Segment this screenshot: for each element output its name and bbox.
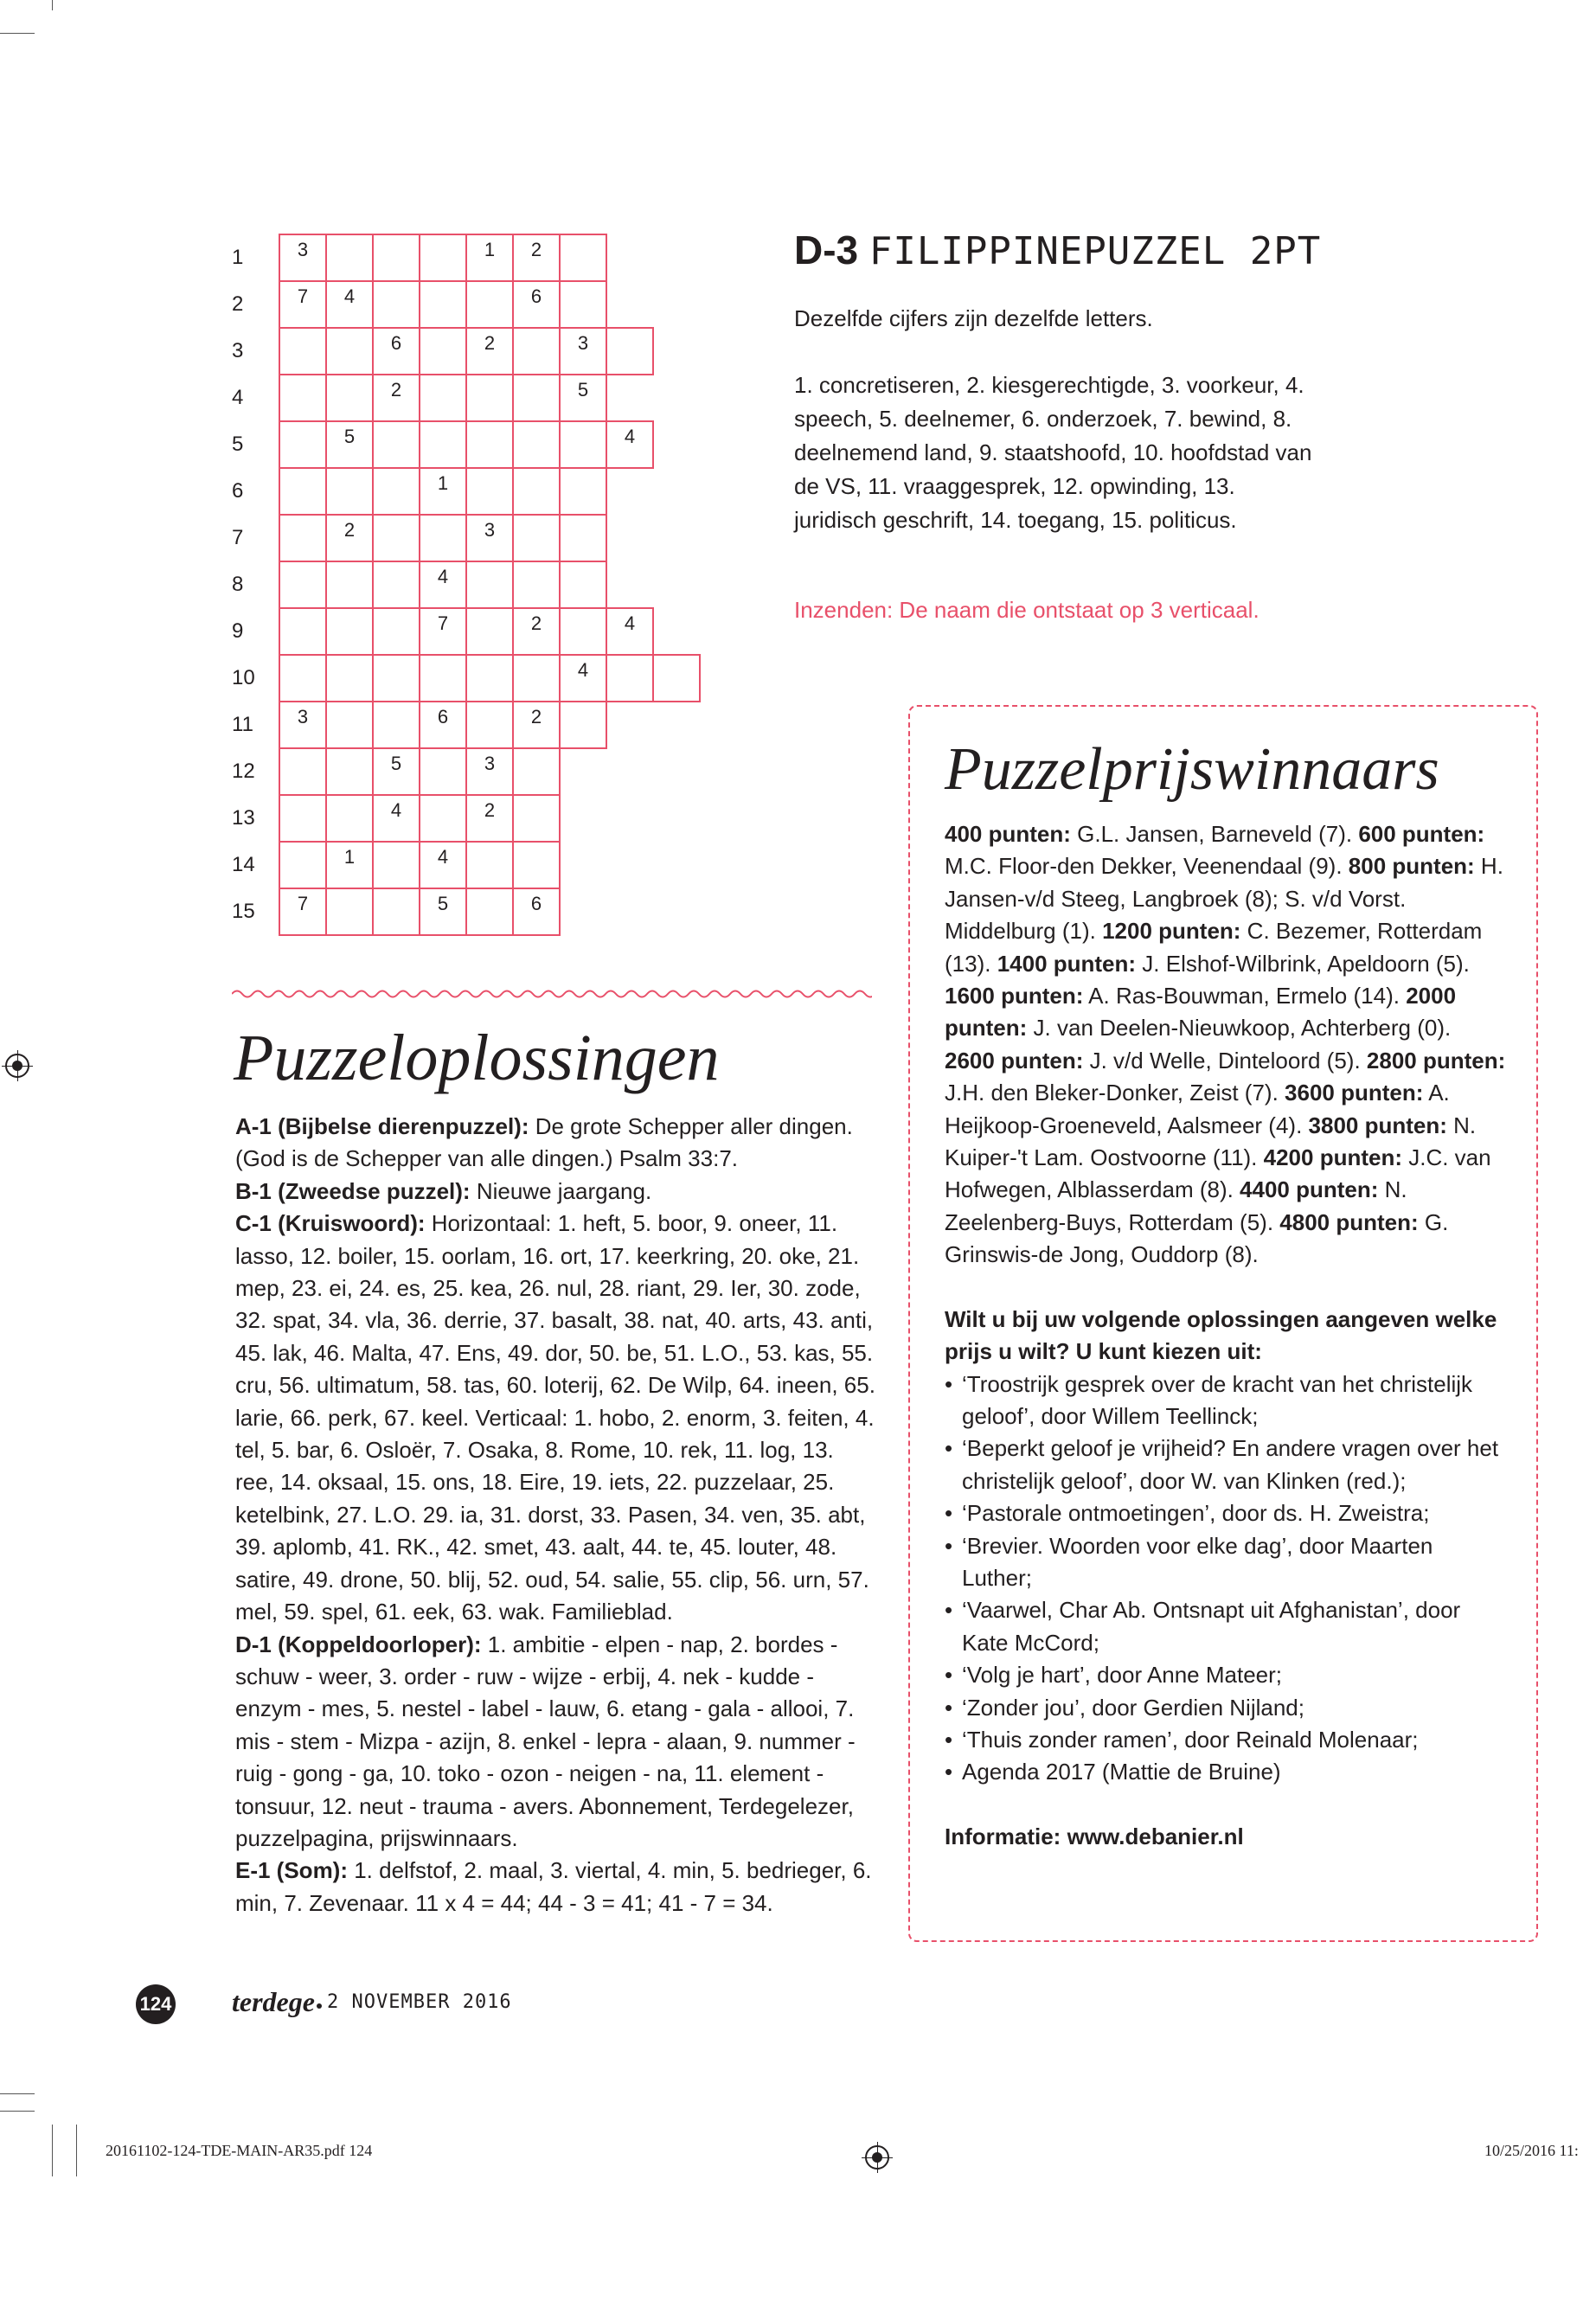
grid-cell[interactable] bbox=[372, 234, 420, 282]
puzzle-clues: 1. concretiseren, 2. kiesgerechtigde, 3. voorkeur, 4. speech, 5. deelnemer, 6. onderzoek, 7. bewind, 8. deelnemend land, 9. staatshoofd, 10. hoofdstad van de VS, 11. vraaggesprek, 12. opwinding, 13. juridisch geschrift, 14. toegang, 15. politicus. bbox=[794, 372, 1312, 533]
grid-cell[interactable] bbox=[419, 747, 467, 796]
grid-cell[interactable] bbox=[465, 841, 514, 889]
prize-choice: • ‘Pastorale ontmoetingen’, door ds. H. Zweistra; bbox=[945, 1497, 1507, 1529]
winner-name: G.L. Jansen, Barneveld (7). bbox=[1070, 821, 1359, 847]
prize-title: Puzzelprijswinnaars bbox=[945, 736, 1439, 803]
prize-choices bbox=[945, 1368, 1507, 1789]
grid-cell[interactable] bbox=[652, 654, 701, 702]
cell-number: 4 bbox=[343, 285, 356, 307]
registration-mark-icon bbox=[5, 1054, 29, 1078]
grid-cell[interactable] bbox=[372, 654, 420, 702]
solution-label: E-1 (Som): bbox=[235, 1857, 348, 1884]
solution-item bbox=[235, 1855, 875, 1920]
grid-cell[interactable] bbox=[325, 794, 374, 843]
row-number: 2 bbox=[232, 292, 244, 316]
grid-cell[interactable] bbox=[279, 747, 327, 796]
puzzle-intro: Dezelfde cijfers zijn dezelfde letters. bbox=[794, 305, 1153, 331]
row-number: 6 bbox=[232, 479, 244, 503]
issue-date: 2 NOVEMBER 2016 bbox=[327, 1991, 512, 2013]
grid-cell[interactable] bbox=[465, 888, 514, 936]
grid-cell[interactable] bbox=[372, 607, 420, 656]
grid-cell[interactable] bbox=[419, 841, 467, 889]
grid-cell[interactable] bbox=[559, 234, 607, 282]
grid-cell[interactable] bbox=[606, 420, 654, 469]
grid-cell[interactable] bbox=[559, 420, 607, 469]
grid-cell[interactable] bbox=[279, 794, 327, 843]
grid-cell[interactable] bbox=[372, 280, 420, 329]
cell-number: 4 bbox=[624, 426, 636, 447]
cell-number: 2 bbox=[530, 612, 542, 634]
grid-cell[interactable] bbox=[559, 701, 607, 749]
separator-dot bbox=[317, 2003, 322, 2009]
cell-number: 6 bbox=[437, 706, 449, 727]
cell-number: 6 bbox=[530, 893, 542, 914]
solution-text: Nieuwe jaargang. bbox=[470, 1177, 652, 1204]
winner-name: N. Zeelenberg-Buys, Rotterdam (5). bbox=[945, 1176, 1407, 1235]
winner-name: M.C. Floor-den Dekker, Veenendaal (9). bbox=[945, 853, 1349, 880]
prize-choice: • ‘Beperkt geloof je vrijheid? En andere vragen over het christelijk geloof’, door W. van Klinken (red.); bbox=[945, 1433, 1507, 1497]
solution-label: B-1 (Zweedse puzzel): bbox=[235, 1177, 471, 1204]
row-number: 14 bbox=[232, 853, 255, 876]
grid-cell[interactable] bbox=[512, 701, 561, 749]
registration-mark-icon bbox=[865, 2145, 889, 2170]
cell-number: 5 bbox=[577, 379, 589, 401]
row-number: 8 bbox=[232, 573, 244, 596]
winner-name: G. Grinswis-de Jong, Ouddorp (8). bbox=[945, 1208, 1449, 1268]
grid-cell[interactable] bbox=[559, 514, 607, 562]
puzzle-title: D-3 FILIPPINEPUZZEL 2PT bbox=[794, 228, 1322, 273]
grid-cell[interactable] bbox=[465, 280, 514, 329]
grid-cell[interactable] bbox=[465, 561, 514, 609]
grid-cell[interactable] bbox=[465, 374, 514, 422]
grid-cell[interactable] bbox=[372, 374, 420, 422]
grid-cell[interactable] bbox=[279, 888, 327, 936]
solution-item bbox=[235, 1111, 875, 1176]
grid-cell[interactable] bbox=[606, 654, 654, 702]
cell-number: 3 bbox=[577, 332, 589, 354]
grid-cell[interactable] bbox=[419, 374, 467, 422]
cell-number: 1 bbox=[484, 239, 496, 260]
grid-cell[interactable] bbox=[512, 607, 561, 656]
grid-cell[interactable] bbox=[325, 280, 374, 329]
cell-number: 1 bbox=[343, 846, 356, 868]
grid-cell[interactable] bbox=[465, 701, 514, 749]
grid-cell[interactable] bbox=[512, 280, 561, 329]
grid-cell[interactable] bbox=[372, 327, 420, 375]
winner-name: A. Ras-Bouwman, Ermelo (14). bbox=[1083, 983, 1407, 1009]
solutions-title: Puzzeloplossingen bbox=[234, 1022, 720, 1094]
prize-choice: • ‘Zonder jou’, door Gerdien Nijland; bbox=[945, 1692, 1507, 1724]
grid-cell[interactable] bbox=[512, 467, 561, 516]
winner-name: J.H. den Bleker-Donker, Zeist (7). bbox=[945, 1080, 1285, 1106]
cell-number: 2 bbox=[390, 379, 402, 401]
row-number: 11 bbox=[232, 713, 253, 736]
cell-number: 3 bbox=[297, 239, 309, 260]
grid-cell[interactable] bbox=[325, 701, 374, 749]
prize-choice: • ‘Brevier. Woorden voor elke dag’, door Maarten Luther; bbox=[945, 1530, 1507, 1595]
solution-text: 1. delfstof, 2. maal, 3. viertal, 4. min, 5. bedrieger, 6. min, 7. Zevenaar. 11 x 4 = 44; 44 - 3 = 41; 41 - 7 = 34. bbox=[235, 1857, 872, 1916]
solution-text: 1. ambitie - elpen - nap, 2. bordes - schuw - weer, 3. order - ruw - wijze - erbij, 4. nek - kudde - enzym - mes, 5. nestel - label - lauw, 6. etang - gala - allooi, 7. mis - stem - Mizpa - azijn, 8. enkel - lepra - alaan, 9. nummer - ruig - gong - ga, 10. toko - ozon - neigen - na, 11. element - tonsuur, 12. neut - trauma - avers. Abonnement, Terdegelezer, puzzelpagina, prijswinnaars. bbox=[235, 1631, 856, 1851]
winner-points: 1400 punten: bbox=[997, 950, 1137, 977]
grid-cell[interactable] bbox=[325, 607, 374, 656]
file-slug: 20161102-124-TDE-MAIN-AR35.pdf 124 bbox=[106, 2142, 373, 2159]
cell-number: 7 bbox=[437, 612, 449, 634]
prize-choice: • ‘Volg je hart’, door Anne Mateer; bbox=[945, 1659, 1507, 1691]
cell-number: 4 bbox=[624, 612, 636, 634]
winner-points: 1200 punten: bbox=[1102, 918, 1241, 945]
winner-points: 400 punten: bbox=[945, 821, 1071, 847]
winner-points: 600 punten: bbox=[1358, 821, 1485, 847]
cell-number: 5 bbox=[390, 753, 402, 774]
page-number-badge: 124 bbox=[136, 1984, 176, 2024]
cell-number: 3 bbox=[297, 706, 309, 727]
cell-number: 3 bbox=[484, 519, 496, 541]
winner-points: 1600 punten: bbox=[945, 983, 1084, 1009]
grid-cell[interactable] bbox=[279, 701, 327, 749]
row-number: 1 bbox=[232, 246, 244, 269]
grid-cell[interactable] bbox=[465, 654, 514, 702]
grid-cell[interactable] bbox=[512, 514, 561, 562]
wavy-divider bbox=[232, 988, 872, 1000]
grid-cell[interactable] bbox=[279, 467, 327, 516]
solution-text: De grote Schepper aller dingen. (God is de Schepper van alle dingen.) Psalm 33:7. bbox=[235, 1113, 853, 1172]
solution-label: D-1 (Koppeldoorloper): bbox=[235, 1631, 482, 1657]
winner-name: J.C. van Hofwegen, Alblasserdam (8). bbox=[945, 1144, 1491, 1203]
cell-number: 2 bbox=[484, 332, 496, 354]
grid-cell[interactable] bbox=[559, 561, 607, 609]
cell-number: 1 bbox=[437, 472, 449, 494]
grid-cell[interactable] bbox=[512, 888, 561, 936]
grid-cell[interactable] bbox=[372, 420, 420, 469]
brand-logo: terdege bbox=[232, 1986, 315, 2017]
cell-number: 6 bbox=[530, 285, 542, 307]
cell-number: 4 bbox=[390, 799, 402, 821]
grid-cell[interactable] bbox=[419, 654, 467, 702]
prize-info: Informatie: www.debanier.nl bbox=[945, 1823, 1244, 1849]
grid-cell[interactable] bbox=[512, 420, 561, 469]
winner-points: 4200 punten: bbox=[1263, 1144, 1403, 1171]
row-number: 15 bbox=[232, 900, 255, 923]
winner-points: 3800 punten: bbox=[1308, 1112, 1447, 1138]
grid-cell[interactable] bbox=[512, 654, 561, 702]
grid-cell[interactable] bbox=[325, 467, 374, 516]
cell-number: 6 bbox=[390, 332, 402, 354]
winner-name: H. Jansen-v/d Steeg, Langbroek (8); S. v/d Vorst. Middelburg (1). bbox=[945, 853, 1503, 945]
grid-cell[interactable] bbox=[606, 327, 654, 375]
grid-cell[interactable] bbox=[279, 654, 327, 702]
grid-cell[interactable] bbox=[372, 747, 420, 796]
cell-number: 5 bbox=[437, 893, 449, 914]
grid-cell[interactable] bbox=[606, 607, 654, 656]
winner-name: C. Bezemer, Rotterdam (13). bbox=[945, 918, 1483, 977]
grid-cell[interactable] bbox=[419, 561, 467, 609]
solution-item bbox=[235, 1629, 875, 1856]
grid-cell[interactable] bbox=[419, 327, 467, 375]
winner-points: 4400 punten: bbox=[1240, 1176, 1379, 1203]
prize-question: Wilt u bij uw volgende oplossingen aangeven welke prijs u wilt? U kunt kiezen uit: bbox=[945, 1305, 1497, 1365]
grid-cell[interactable] bbox=[372, 794, 420, 843]
grid-cell[interactable] bbox=[325, 561, 374, 609]
grid-cell[interactable] bbox=[465, 794, 514, 843]
grid-cell[interactable] bbox=[465, 747, 514, 796]
print-timestamp: 10/25/2016 11: bbox=[1484, 2142, 1579, 2159]
row-number: 12 bbox=[232, 760, 255, 783]
cell-number: 3 bbox=[484, 753, 496, 774]
cell-number: 4 bbox=[577, 659, 589, 681]
cell-number: 7 bbox=[297, 285, 309, 307]
winner-points: 4800 punten: bbox=[1279, 1208, 1419, 1235]
grid-cell[interactable] bbox=[559, 654, 607, 702]
grid-cell[interactable] bbox=[372, 841, 420, 889]
grid-cell[interactable] bbox=[512, 794, 561, 843]
grid-cell[interactable] bbox=[512, 841, 561, 889]
grid-cell[interactable] bbox=[325, 747, 374, 796]
cell-number: 2 bbox=[484, 799, 496, 821]
winner-points: 2800 punten: bbox=[1366, 1047, 1506, 1074]
grid-cell[interactable] bbox=[279, 234, 327, 282]
grid-cell[interactable] bbox=[325, 234, 374, 282]
grid-cell[interactable] bbox=[512, 561, 561, 609]
grid-cell[interactable] bbox=[279, 327, 327, 375]
winner-name: A. Heijkoop-Groeneveld, Aalsmeer (4). bbox=[945, 1080, 1450, 1138]
solution-item bbox=[235, 1208, 875, 1628]
row-number: 7 bbox=[232, 526, 244, 549]
grid-cell[interactable] bbox=[279, 374, 327, 422]
grid-cell[interactable] bbox=[279, 420, 327, 469]
solutions-body bbox=[235, 1111, 875, 1920]
winner-name: J. van Deelen-Nieuwkoop, Achterberg (0). bbox=[1027, 1015, 1452, 1042]
grid-cell[interactable] bbox=[419, 607, 467, 656]
prize-choice: • ‘Vaarwel, Char Ab. Ontsnapt uit Afghanistan’, door Kate McCord; bbox=[945, 1594, 1507, 1659]
grid-cell[interactable] bbox=[512, 374, 561, 422]
prize-body bbox=[945, 818, 1507, 1853]
grid-cell[interactable] bbox=[372, 467, 420, 516]
grid-cell[interactable] bbox=[419, 514, 467, 562]
prize-choice: • Agenda 2017 (Mattie de Bruine) bbox=[945, 1756, 1507, 1788]
grid-cell[interactable] bbox=[419, 280, 467, 329]
grid-cell[interactable] bbox=[419, 701, 467, 749]
row-number: 13 bbox=[232, 806, 255, 830]
grid-cell[interactable] bbox=[325, 888, 374, 936]
grid-cell[interactable] bbox=[279, 514, 327, 562]
grid-cell[interactable] bbox=[559, 467, 607, 516]
grid-cell[interactable] bbox=[372, 561, 420, 609]
grid-cell[interactable] bbox=[559, 374, 607, 422]
grid-cell[interactable] bbox=[465, 607, 514, 656]
winner-name: J. v/d Welle, Dinteloord (5). bbox=[1083, 1047, 1367, 1074]
cell-number: 2 bbox=[530, 239, 542, 260]
grid-cell[interactable] bbox=[512, 747, 561, 796]
crop-mark bbox=[52, 2125, 53, 2176]
grid-cell[interactable] bbox=[325, 841, 374, 889]
prize-choice: • ‘Troostrijk gesprek over de kracht van het christelijk geloof’, door Willem Teellinck; bbox=[945, 1368, 1507, 1433]
winner-points: 3600 punten: bbox=[1285, 1080, 1424, 1106]
grid-cell[interactable] bbox=[559, 327, 607, 375]
row-number: 5 bbox=[232, 433, 244, 456]
grid-cell[interactable] bbox=[419, 234, 467, 282]
cell-number: 2 bbox=[343, 519, 356, 541]
grid-cell[interactable] bbox=[372, 701, 420, 749]
grid-cell[interactable] bbox=[279, 607, 327, 656]
winner-name: N. Kuiper-'t Lam. Oostvoorne (11). bbox=[945, 1112, 1477, 1171]
cell-number: 5 bbox=[343, 426, 356, 447]
cell-number: 4 bbox=[437, 566, 449, 587]
grid-cell[interactable] bbox=[372, 514, 420, 562]
grid-cell[interactable] bbox=[419, 794, 467, 843]
grid-cell[interactable] bbox=[279, 841, 327, 889]
grid-cell[interactable] bbox=[372, 888, 420, 936]
grid-cell[interactable] bbox=[279, 561, 327, 609]
winner-points: 800 punten: bbox=[1348, 853, 1475, 880]
cell-number: 2 bbox=[530, 706, 542, 727]
grid-cell[interactable] bbox=[419, 467, 467, 516]
grid-cell[interactable] bbox=[512, 327, 561, 375]
crop-mark bbox=[0, 2111, 35, 2112]
grid-cell[interactable] bbox=[465, 420, 514, 469]
row-number: 3 bbox=[232, 339, 244, 362]
winners-list bbox=[945, 818, 1507, 1272]
winner-points: 2000 punten: bbox=[945, 983, 1457, 1042]
crop-mark bbox=[0, 2093, 35, 2094]
row-number: 9 bbox=[232, 619, 244, 643]
cell-number: 7 bbox=[297, 893, 309, 914]
grid-cell[interactable] bbox=[465, 514, 514, 562]
grid-cell[interactable] bbox=[465, 327, 514, 375]
grid-cell[interactable] bbox=[325, 514, 374, 562]
grid-cell[interactable] bbox=[465, 467, 514, 516]
row-number: 10 bbox=[232, 666, 255, 689]
grid-cell[interactable] bbox=[559, 280, 607, 329]
solution-item bbox=[235, 1176, 875, 1208]
grid-cell[interactable] bbox=[325, 327, 374, 375]
winner-points: 2600 punten: bbox=[945, 1047, 1084, 1074]
solution-label: A-1 (Bijbelse dierenpuzzel): bbox=[235, 1113, 529, 1139]
prize-choice: • ‘Thuis zonder ramen’, door Reinald Molenaar; bbox=[945, 1724, 1507, 1756]
grid-cell[interactable] bbox=[419, 888, 467, 936]
grid-cell[interactable] bbox=[325, 654, 374, 702]
crop-mark bbox=[76, 2125, 77, 2176]
puzzle-send-in: Inzenden: De naam die ontstaat op 3 verticaal. bbox=[794, 597, 1259, 623]
grid-cell[interactable] bbox=[559, 607, 607, 656]
row-number: 4 bbox=[232, 386, 244, 409]
grid-cell[interactable] bbox=[512, 234, 561, 282]
winner-name: J. Elshof-Wilbrink, Apeldoorn (5). bbox=[1136, 950, 1470, 977]
grid-cell[interactable] bbox=[325, 374, 374, 422]
grid-cell[interactable] bbox=[325, 420, 374, 469]
cell-number: 4 bbox=[437, 846, 449, 868]
grid-cell[interactable] bbox=[419, 420, 467, 469]
grid-cell[interactable] bbox=[465, 234, 514, 282]
solution-text: Horizontaal: 1. heft, 5. boor, 9. oneer, 11. lasso, 12. boiler, 15. oorlam, 16. ort, 17. keerkring, 20. oke, 21. mep, 23. ei, 24. es, 25. kea, 26. nul, 28. riant, 29. Ier, 30. zode, 32. spat, 34. vla, 36. derrie, 37. basalt, 38. nat, 40. arts, 43. anti, 45. lak, 46. Malta, 47. Ens, 49. dor, 50. be, 51. L.O., 53. kas, 55. cru, 56. ultimatum, 58. tas, 60. loterij, 62. De Wilp, 64. ineen, 65. larie, 66. perk, 67. keel. Verticaal: 1. hobo, 2. enorm, 3. feiten, 4. tel, 5. bar, 6. Osloër, 7. Osaka, 8. Rome, 10. rek, 11. log, 13. ree, 14. oksaal, 15. ons, 18. Eire, 19. iets, 22. puzzelaar, 25. ketelbink, 27. L.O. 29. ia, 31. dorst, 33. Pasen, 34. ven, 35. abt, 39. aplomb, 41. RK., 42. smet, 43. aalt, 44. te, 45. louter, 48. satire, 49. drone, 50. blij, 52. oud, 54. salie, 55. clip, 56. urn, 57. mel, 59. spel, 61. eek, 63. wak. Familieblad. bbox=[235, 1210, 875, 1625]
solution-label: C-1 (Kruiswoord): bbox=[235, 1210, 426, 1237]
grid-cell[interactable] bbox=[279, 280, 327, 329]
